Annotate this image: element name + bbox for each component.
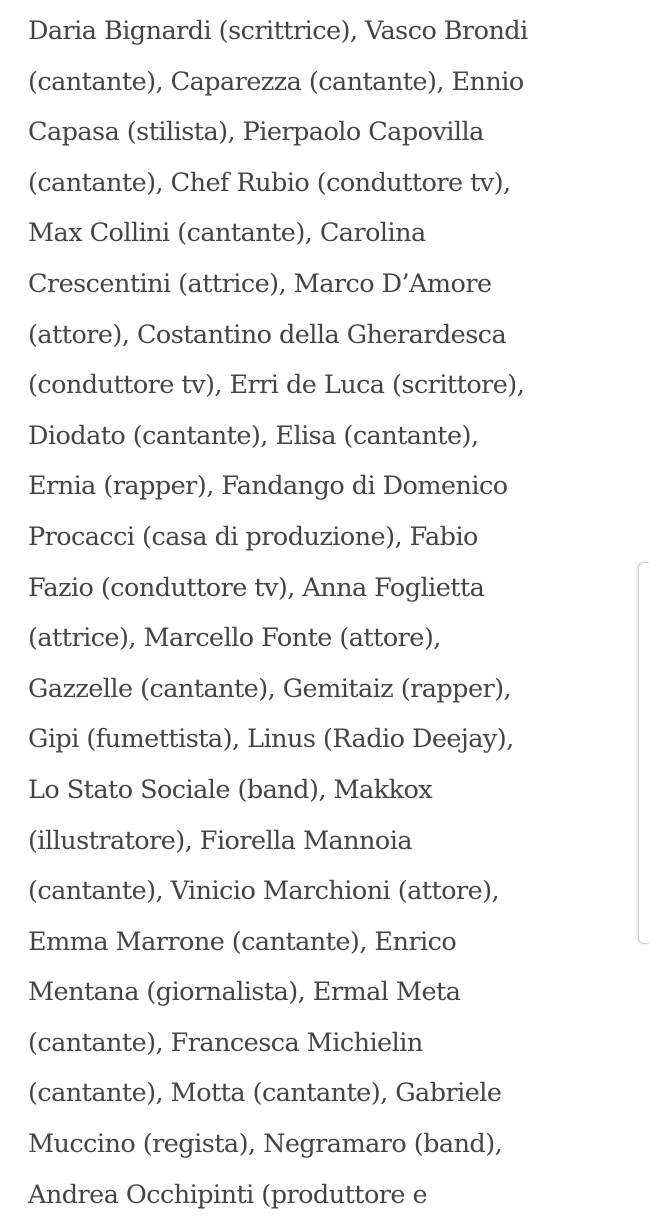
scrollbar-handle[interactable] [638,562,649,944]
text-line: Fazio (conduttore tv), Anna Foglietta [28,572,485,603]
text-line: Andrea Occhipinti (produttore e [28,1179,428,1210]
text-line: Muccino (regista), Negramaro (band), [28,1129,503,1160]
text-line: (cantante), Motta (cantante), Gabriele [28,1078,502,1109]
text-line: (cantante), Francesca Michielin [28,1027,423,1058]
text-line: Diodato (cantante), Elisa (cantante), [28,420,479,451]
text-line: Max Collini (cantante), Carolina [28,218,426,249]
text-line: Crescentini (attrice), Marco D’Amore [28,268,492,299]
text-line: (attrice), Marcello Fonte (attore), [28,623,441,654]
text-line: Gipi (fumettista), Linus (Radio Deejay), [28,724,514,755]
text-line: (cantante), Vinicio Marchioni (attore), [28,876,500,907]
text-line: (attore), Costantino della Gherardesca [28,319,507,350]
text-line: Capasa (stilista), Pierpaolo Capovilla [28,117,484,148]
text-line: (conduttore tv), Erri de Luca (scrittore), [28,370,525,401]
text-line: Mentana (giornalista), Ermal Meta [28,977,461,1008]
text-line: Lo Stato Sociale (band), Makkox [28,774,433,805]
text-line: (cantante), Chef Rubio (conduttore tv), [28,167,511,198]
article-body [28,6,628,1220]
text-line: Gazzelle (cantante), Gemitaiz (rapper), [28,673,512,704]
text-line: Ernia (rapper), Fandango di Domenico [28,471,508,502]
text-line: (illustratore), Fiorella Mannoia [28,825,412,856]
text-line: Procacci (casa di produzione), Fabio [28,521,478,552]
text-line: Emma Marrone (cantante), Enrico [28,926,457,957]
text-line: Daria Bignardi (scrittrice), Vasco Brondi [28,16,528,46]
text-line: (cantante), Caparezza (cantante), Ennio [28,66,524,97]
